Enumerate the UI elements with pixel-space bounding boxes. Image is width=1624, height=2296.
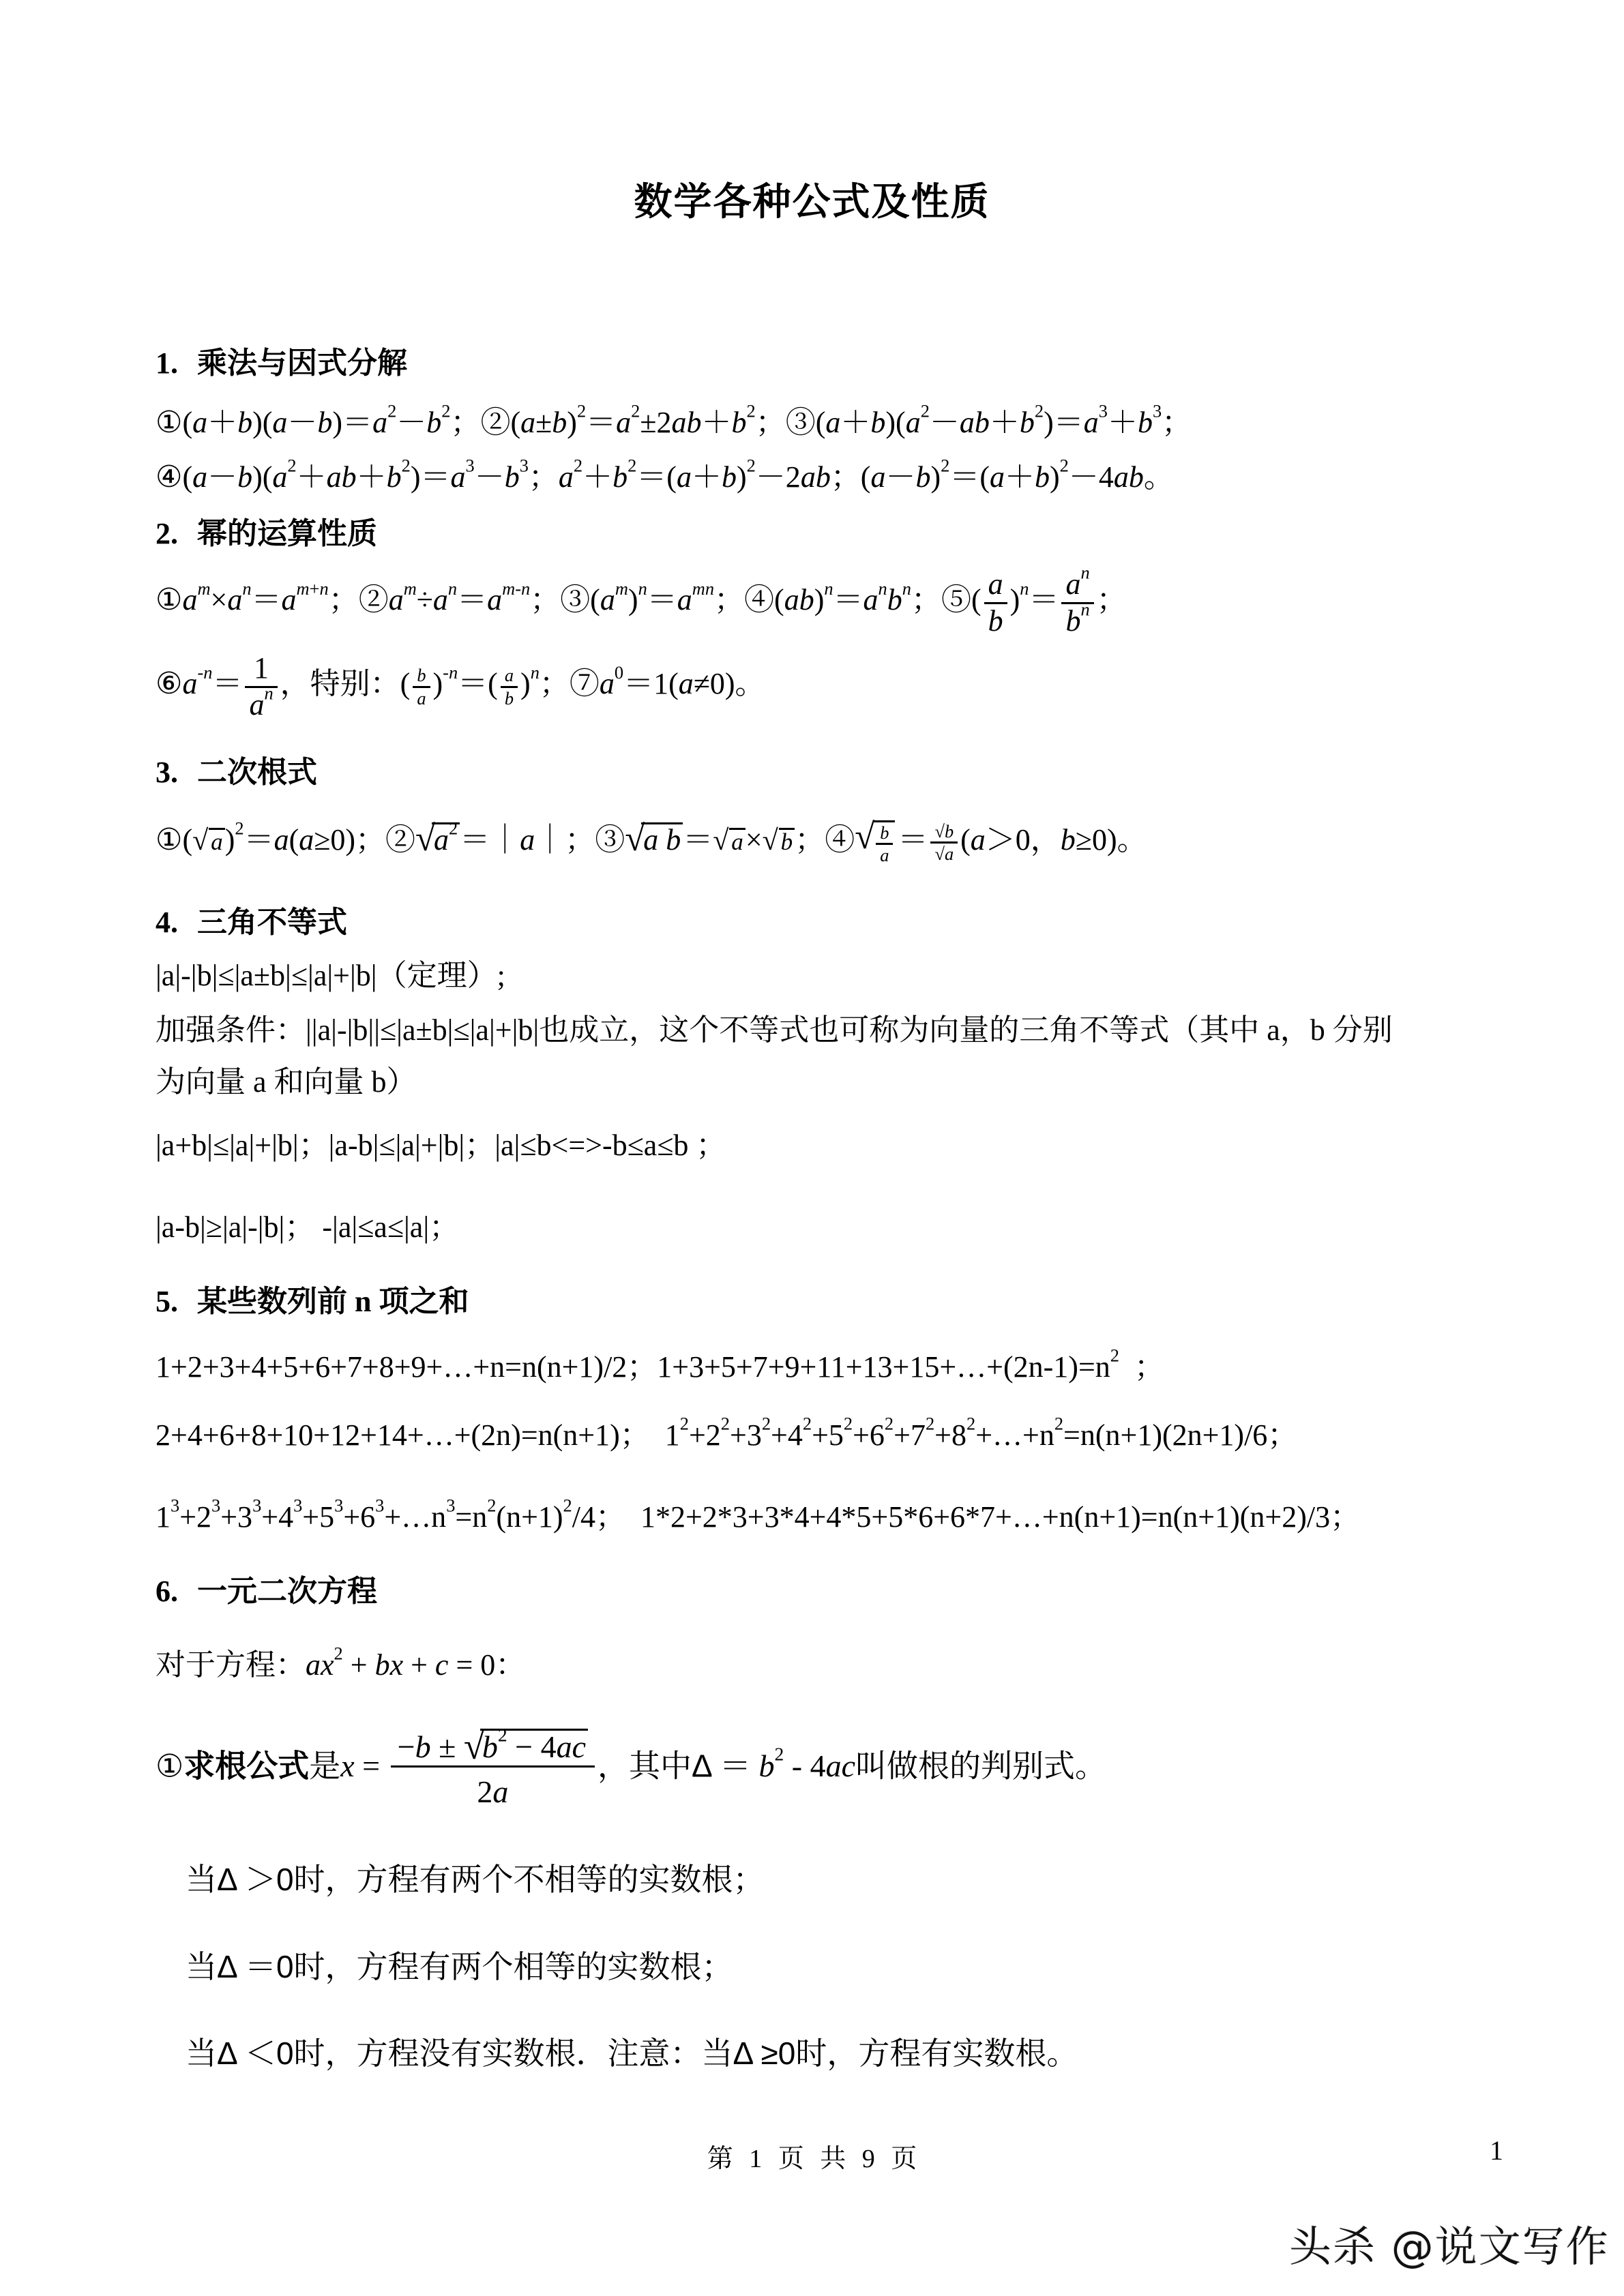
text-line: |a-b|≥|a|-|b|； -|a|≤a≤|a|；: [156, 1210, 460, 1244]
section-title: 三角不等式: [197, 906, 347, 939]
equation-intro: 对于方程：$ax^2$ + bx + c = 0：: [156, 1643, 526, 1682]
formula-line: $①a^m\times a^n=a^{m+n}$；$②a^m\div a^n=a^{m-n}$；$③(a^m)^n=a^{mn}$；$④(ab)^n=a^nb^n$；⑤( $\frac{a}{b}$ )$^n$＝ $\frac{a^n}{b^n}$ ；: [156, 562, 1127, 638]
watermark: 头杀 @说文写作: [1289, 2222, 1610, 2271]
formula-line: $1^3+2^3+3^3+4^3+5^3+6^3+\dots n^3=n^2(n+1)^2/4$； 1*2+2*3+3*4+4*5+5*6+6*7+…+n(n+1)=n(n+1)(n+2)/3；: [156, 1495, 1361, 1534]
formula-line: ①( √ a)$^2$＝a(a≥0)；② √ $a^2=|a|$；③ √ a b＝ √ a× √ b；④ √ $\frac{b}{a}$ ＝ $\frac{√b}{√a}$ (a＞0，b≥0)。: [156, 815, 1147, 865]
formula-line: $④(a-b)(a^2+ab+b^2)=a^3-b^3$；$a^2+b^2=(a+b)^2-2ab$；$(a-b)^2=(a+b)^2-4ab$。: [156, 455, 1174, 494]
section-heading-4: [156, 897, 347, 941]
formula-line: $⑥a^{-n}=$ $\frac{1}{a^n}$ ，特别：( $\frac{b}{a}$ )$^{-n}$＝( $\frac{a}{b}$ )$^n$；$⑦a^0=1(a\ne 0)$。: [156, 651, 765, 721]
section-number: 4.: [156, 906, 178, 939]
special-label: ，特别：: [280, 667, 400, 701]
page-title: 数学各种公式及性质: [634, 181, 990, 224]
section-title: 乘法与因式分解: [197, 346, 407, 380]
section-heading-1: [156, 338, 407, 382]
text-line: |a|-|b|≤|a±b|≤|a|+|b|（定理）;: [156, 959, 505, 992]
formula-line: 1+2+3+4+5+6+7+8+9+…+n=n(n+1)/2；$1+3+5+7+9+11+13+15+\dots+(2n-1)=n^2$ ；: [156, 1345, 1164, 1384]
formula-line: $①(a+b)(a-b)=a^2-b^2$；$②(a\pm b)^2=a^2\pm 2ab+b^2$；$③(a+b)(a^2-ab+b^2)=a^3+b^3$；: [156, 400, 1192, 439]
section-title: 二次根式: [197, 756, 317, 789]
page-footer: 第 1 页 共 9 页: [707, 2145, 917, 2173]
section-title: 某些数列前 n 项之和: [197, 1285, 469, 1318]
section-heading-3: [156, 747, 317, 791]
text-line: |a+b|≤|a|+|b|；|a-b|≤|a|+|b|；|a|≤b<=>-b≤a≤b ；: [156, 1129, 726, 1162]
section-number: 2.: [156, 517, 178, 550]
case-line: 当Δ ＞0时，方程有两个不相等的实数根；: [186, 1862, 765, 1897]
section-heading-6: [156, 1566, 377, 1610]
formula-label: 求根公式: [183, 1748, 310, 1784]
formula-is: 是: [309, 1748, 341, 1784]
discriminant-suffix: 叫做根的判别式。: [855, 1748, 1107, 1784]
page-number: 1: [1490, 2135, 1503, 2166]
text-line: 加强条件：||a|-|b||≤|a±b|≤|a|+|b|也成立，这个不等式也可称为向量的三角不等式（其中 a，b 分别: [156, 1013, 1393, 1047]
discriminant-prefix: ，其中Δ ＝: [597, 1748, 751, 1784]
section-number: 1.: [156, 346, 178, 380]
text-line: 为向量 a 和向量 b）: [156, 1065, 417, 1099]
section-number: 5.: [156, 1285, 178, 1318]
intro-label: 对于方程：: [156, 1648, 306, 1682]
formula-line: 2+4+6+8+10+12+14+…+(2n)=n(n+1)； $1^2+2^2+3^2+4^2+5^2+6^2+7^2+8^2+\dots+n^2=n(n+1)(2n+1)/6$；: [156, 1413, 1298, 1452]
section-number: 6.: [156, 1575, 178, 1608]
circled-marker: ①: [156, 1748, 184, 1784]
case-line: 当Δ ＝0时，方程有两个相等的实数根；: [186, 1949, 733, 1984]
quadratic-formula-line: ①求根公式是x = $\frac{-b \pm √ b^2 - 4ac}{2a}$ ，其中$\Delta = b^2 - 4ac$叫做根的判别式。: [156, 1729, 1106, 1810]
section-heading-5: [156, 1277, 469, 1320]
section-number: 3.: [156, 756, 178, 789]
section-title: 一元二次方程: [197, 1575, 377, 1608]
case-line: 当Δ ＜0时，方程没有实数根．注意：当Δ ≥0时，方程有实数根。: [186, 2036, 1078, 2071]
intro-end: ：: [495, 1648, 526, 1682]
section-heading-2: [156, 509, 377, 552]
section-title: 幂的运算性质: [197, 517, 377, 550]
